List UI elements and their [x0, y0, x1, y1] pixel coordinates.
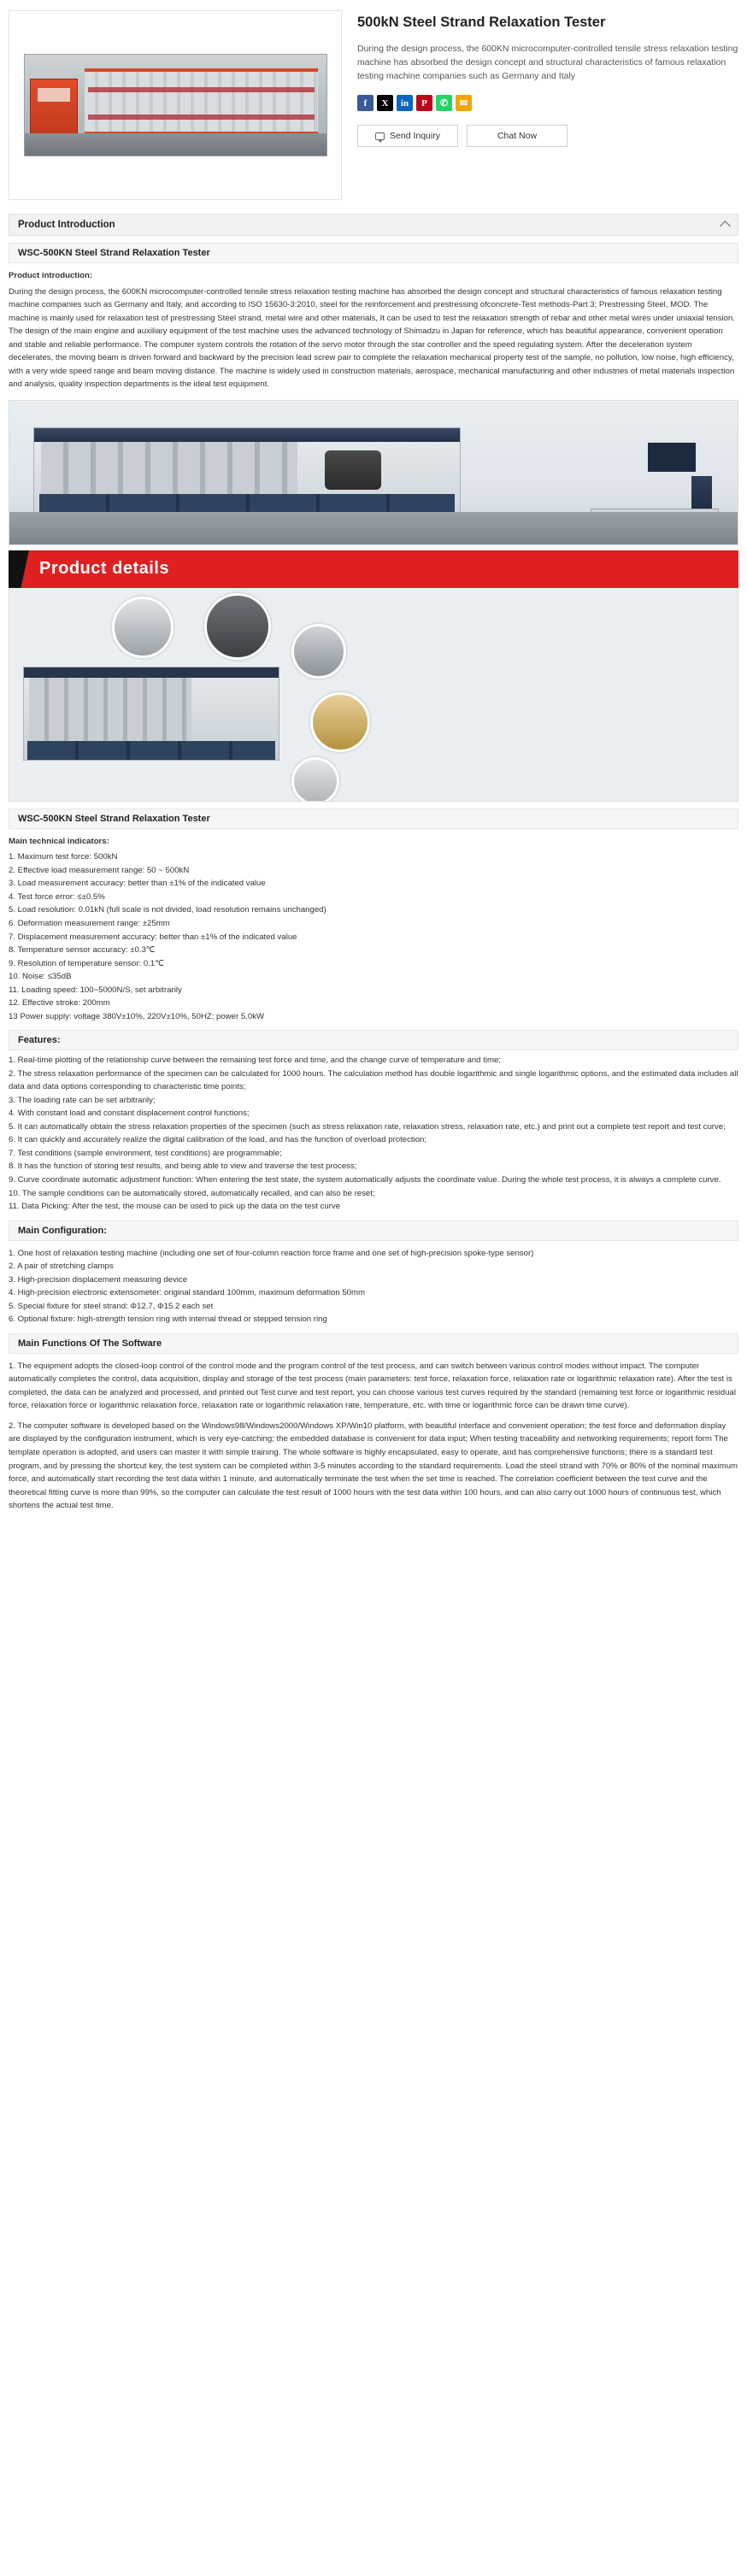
floor-shape: [25, 133, 326, 156]
subsection-model-title-2: [9, 809, 738, 829]
list-item: 6. Deformation measurement range: ±25mm: [9, 918, 170, 928]
list-item: 4. Test force error: ≤±0.5%: [9, 891, 105, 902]
pc-tower-shape: [691, 476, 712, 512]
intro-paragraph: During the design process, the 600KN microcomputer-controlled tensile stress relaxation testing machine has absorbed the design concept and structural characteristics of famous relaxation testing machine companies such as Germany and Italy, and according to ISO 15630-3:2010, steel for the reinforcement and prestressing ofconcrete-Test methods-Part 3; Prestressing Steel, MOD. The machine is mainly used for relaxation test of prestressing Steel strand, metal wire and other materials, It can be used to test the relaxation strength of rebar and other metal wires under uniaxial tension. The design of the main engine and auxiliary equipment of the test machine uses the advanced technology of Shimadzu in Japan for reference, which has beautiful appearance, convenient operation and stable and reliable performance. The computer system controls the rotation of the servo motor through the star controller and the speed regulating system. After the deceleration system decelerates, the moving beam is driven forward and backward by the precision lead screw pair to complete the relaxation mechanical property test of the sample, no pollution, low noise, high efficiency, with a very wide speed range and beam moving distance. The machine is widely used in construction materials, aerospace, mechanical manufacturing and other industries of metal materials inspection and analysis, quality inspection departments is the ideal test equipment.: [9, 286, 736, 390]
page-title: 500kN Steel Strand Relaxation Tester: [357, 15, 606, 30]
list-item: 11. Loading speed: 100~5000N/S, set arbitrarily: [9, 985, 182, 995]
list-item: 5. Load resolution: 0.01kN (full scale is not divided, load resolution remains unchanged): [9, 905, 326, 915]
computer-desk-shape: [591, 438, 719, 517]
list-item: 1. Real-time plotting of the relationship curve between the remaining test force and time, and the change curve of temperature and time;: [9, 1056, 501, 1066]
red-cabinet-shape: [30, 79, 78, 135]
subsection-software-functions: [9, 1333, 738, 1354]
product-introduction-text: [9, 269, 738, 391]
send-inquiry-button[interactable]: [357, 125, 458, 147]
relaxation-tester-photo: [24, 54, 327, 156]
software-functions-block: [9, 1360, 738, 1513]
motor-shape: [325, 450, 381, 490]
list-item: 2. Effective load measurement range: 50 ~ 500kN: [9, 865, 190, 875]
main-config-item-list: [9, 1247, 738, 1326]
list-item: 4. High-precision electronic extensometer: original standard 100mm, maximum deformation 50mm: [9, 1288, 365, 1298]
product-gallery[interactable]: [9, 10, 342, 200]
list-item: 9. Resolution of temperature sensor: 0.1℃: [9, 958, 164, 968]
machine-overview-photo: [9, 400, 738, 545]
list-item: 3. Load measurement accuracy: better than ±1% of the indicated value: [9, 879, 266, 889]
column-array-shape: [41, 442, 297, 494]
list-item: 1. Maximum test force: 500kN: [9, 852, 118, 862]
chat-now-label: Chat Now: [497, 131, 538, 142]
list-item: 6. It can quickly and accurately realize the digital calibration of the load, and has the function of overload protection;: [9, 1135, 427, 1145]
main-configuration-block: [9, 1247, 738, 1326]
subsection-label-2: WSC-500KN Steel Strand Relaxation Tester: [18, 813, 210, 824]
detail-photo-5: [291, 757, 339, 802]
detail-photo-4: [310, 692, 370, 752]
detail-machine-photo: [23, 667, 279, 761]
subsection-label: WSC-500KN Steel Strand Relaxation Tester: [18, 248, 210, 258]
detail-photo-3: [291, 624, 346, 679]
whatsapp-share-icon[interactable]: ✆: [436, 95, 452, 111]
paragraph-spacer: [9, 1413, 738, 1420]
gallery-main-image[interactable]: [17, 19, 333, 191]
list-item: 6. Optional fixture: high-strength tension ring with internal thread or stepped tension ring: [9, 1314, 327, 1325]
list-item: 12. Effective stroke: 200mm: [9, 998, 110, 1009]
twitter-x-share-icon[interactable]: X: [377, 95, 393, 111]
features-block: [9, 1054, 738, 1213]
send-inquiry-label: Send Inquiry: [390, 131, 440, 142]
list-item: 5. Special fixture for steel strand: Φ12.7, Φ15.2 each set: [9, 1301, 214, 1311]
list-item: 8. It has the function of storing test results, and being able to view and traverse the test process;: [9, 1162, 357, 1172]
chat-now-button[interactable]: [467, 125, 568, 147]
product-hero: [0, 0, 747, 207]
list-item: 2. The stress relaxation performance of the specimen can be calculated for 1000 hours. The calculation method has double logarithmic and single logarithmic options, and the estimated data includes all data and data options corresponding to characteristic time points;: [9, 1068, 738, 1092]
list-item: 5. It can automatically obtain the stress relaxation properties of the specimen (such as stress relaxation rate, relaxation stress, relaxation rate, etc.) and print out a complete test report and test curve;: [9, 1121, 726, 1132]
pinterest-share-icon[interactable]: P: [416, 95, 432, 111]
list-item: 4. With constant load and constant displacement control functions;: [9, 1109, 250, 1119]
main-config-title: Main Configuration:: [18, 1225, 107, 1236]
list-item: 7. Displacement measurement accuracy: better than ±1% of the indicated value: [9, 932, 297, 942]
test-frame-shape: [85, 68, 318, 135]
detail-top-beam-shape: [24, 668, 279, 678]
page-bottom-spacer: [0, 1513, 747, 1525]
list-item: 1. One host of relaxation testing machine (including one set of four-column reaction force frame and one set of high-precision spoke-type sensor): [9, 1248, 534, 1258]
subsection-main-configuration: [9, 1220, 738, 1241]
intro-lead-label: Product introduction:: [9, 271, 93, 280]
list-item: 13 Power supply: voltage 380V±10%, 220V±10%, 50HZ; power 5.0kW: [9, 1011, 265, 1021]
subsection-model-title-1: [9, 243, 738, 263]
list-item: 3. The loading rate can be set arbitrarily;: [9, 1095, 156, 1105]
product-description: During the design process, the 600KN microcomputer-controlled tensile stress relaxation testing machine has absorbed the design concept and structural characteristics of famous relaxation testing machine companies such as Germany and Italy: [357, 43, 738, 82]
list-item: 2. The computer software is developed based on the Windows98/Windows2000/Windows XP/Win10 platform, with beautiful interface and convenient operation; the test force and deformation display are displayed by the configuration instrument, which is very eye-catching; the embedded database is convenient for data input; When testing traceability and networking requirements; report form The template operation is adopted, and users can master it with simple training. The whole software is highly encapsulated, easy to operate, and has comprehensive functions; there is a standard test program, and by pressing the shortcut key, the test system can be completed within 3-5 minutes according to the standard requirements. Load the steel strand with 70% or 80% of the nominal maximum force, and automatically start recording the test data within 1 minute, and automatically terminate the test when the set time is reached. The correlation coefficient between the test curve and the theoretical fitting curve is more than 99%, so the computer can calculate the test result of 1000 hours with the test data within 100 hours, and can also carry out 1000 hours of continuous test, which shortens the actual test time.: [9, 1420, 738, 1511]
product-details-banner: [9, 550, 738, 588]
list-item: 11. Data Picking: After the test, the mouse can be used to pick up the data on the test curve: [9, 1202, 341, 1212]
list-item: 10. Noise: ≤35dB: [9, 972, 72, 982]
machine-body-shape: [33, 427, 461, 517]
ground-shape: [9, 512, 738, 544]
top-beam-shape: [34, 428, 460, 442]
detail-column-array-shape: [29, 678, 191, 741]
facebook-share-icon[interactable]: f: [357, 95, 374, 111]
technical-indicators-block: [9, 835, 738, 1023]
detail-cabinet-row-shape: [27, 741, 275, 760]
list-item: 3. High-precision displacement measuring device: [9, 1274, 188, 1285]
email-share-icon[interactable]: ✉: [456, 95, 472, 111]
list-item: 8. Temperature sensor accuracy: ±0.3℃: [9, 945, 156, 956]
detail-photo-2: [204, 593, 271, 660]
social-share-bar: [357, 95, 738, 111]
list-item: 7. Test conditions (sample environment, test conditions) are programmable;: [9, 1148, 282, 1158]
list-item: 2. A pair of stretching clamps: [9, 1262, 114, 1272]
section-title: Product Introduction: [18, 220, 115, 230]
subsection-features: [9, 1030, 738, 1050]
product-details-collage: [9, 588, 738, 802]
list-item: 9. Curve coordinate automatic adjustment function: When entering the test state, the system automatically adjusts the coordinate value. During the whole test process, it is always a complete curve.: [9, 1175, 721, 1185]
list-item: 1. The equipment adopts the closed-loop control of the control mode and the program control of the test process, and can switch between various control modes without impact. The computer automatically completes the control, data acquisition, display and storage of the test process (main parameters: test force, relaxation force, relaxation rate or logarithmic relaxation rate). After the test is completed, the data can be analyzed and processed, and printed out Test curve and test report, you can choose various test curves required by the standard (remaining test force or logarithmic residual force, relaxation force or logarithmic relaxation force, relaxation rate or logarithmic relaxation rate, temperature, etc. with time or logarithmic force can be drawn time curve).: [9, 1361, 736, 1411]
section-product-introduction[interactable]: [9, 214, 738, 236]
product-details-label: Product details: [39, 559, 169, 579]
detail-photo-1: [112, 597, 174, 658]
chevron-up-icon[interactable]: [720, 221, 731, 232]
chat-bubble-icon: [375, 132, 385, 140]
tech-item-list: [9, 850, 738, 1023]
linkedin-share-icon[interactable]: in: [397, 95, 413, 111]
tech-lead-label: Main technical indicators:: [9, 836, 109, 846]
cta-button-row: [357, 125, 738, 147]
software-title: Main Functions Of The Software: [18, 1338, 162, 1349]
features-item-list: [9, 1054, 738, 1213]
software-item-list: [9, 1360, 738, 1513]
monitor-shape: [645, 440, 698, 474]
features-title: Features:: [18, 1035, 61, 1046]
product-info: [357, 10, 738, 200]
list-item: 10. The sample conditions can be automatically stored, automatically recalled, and can also be reset;: [9, 1188, 375, 1198]
